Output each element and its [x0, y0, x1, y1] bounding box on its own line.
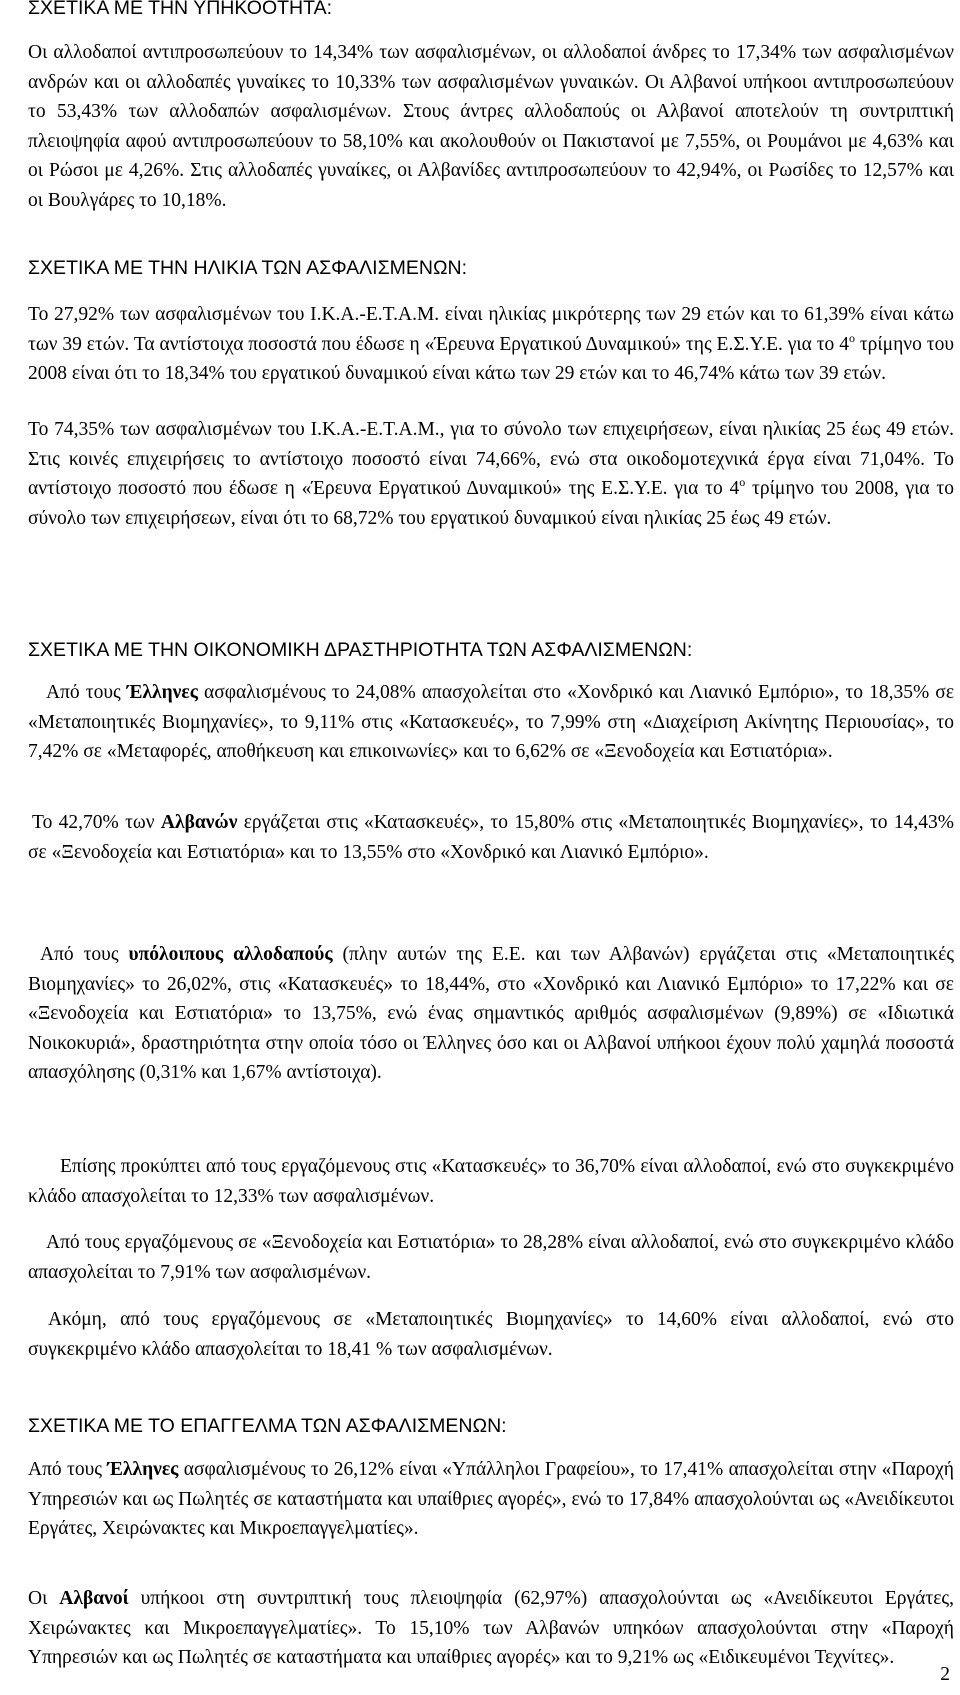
paragraph-economic-albanians: Το 42,70% των Αλβανών εργάζεται στις «Κατασκευές», το 15,80% στις «Μεταποιητικές Βιομηχανίες», το 14,43% σε «Ξενοδοχεία και Εστιατόρια» και το 13,55% στο «Χονδρικό και Λιανικό Εμπόριο».: [28, 812, 954, 863]
page-number: 2: [940, 1664, 950, 1685]
section-heading-economic-activity: ΣΧΕΤΙΚΑ ΜΕ ΤΗΝ ΟΙΚΟΝΟΜΙΚΗ ΔΡΑΣΤΗΡΙΟΤΗΤΑ ΤΩΝ ΑΣΦΑΛΙΣΜΕΝΩΝ:: [28, 639, 693, 661]
paragraph-profession-albanians: Οι Αλβανοί υπήκοοι στη συντριπτική τους πλειοψηφία (62,97%) απασχολούνται ως «Ανειδίκευτοι Εργάτες, Χειρώνακτες και Μικροεπαγγελματίες». Το 15,10% των Αλβανών υπηκόων απασχολούνται στην «Παροχή Υπηρεσιών και ως Πωλητές σε καταστήματα και υπαίθριες αγορές» και το 9,21% ως «Ειδικευμένοι Τεχνίτες».: [28, 1588, 954, 1668]
section-heading-citizenship: ΣΧΕΤΙΚΑ ΜΕ ΤΗΝ ΥΠΗΚΟΟΤΗΤΑ:: [28, 0, 333, 19]
section-heading-age: ΣΧΕΤΙΚΑ ΜΕ ΤΗΝ ΗΛΙΚΙΑ ΤΩΝ ΑΣΦΑΛΙΣΜΕΝΩΝ:: [28, 257, 468, 279]
paragraph-profession-greeks: Από τους Έλληνες ασφαλισμένους το 26,12% είναι «Υπάλληλοι Γραφείου», το 17,41% απασχολείται στην «Παροχή Υπηρεσιών και ως Πωλητές σε καταστήματα και υπαίθριες αγορές», ενώ το 17,84% απασχολούνται ως «Ανειδίκευτοι Εργάτες, Χειρώνακτες και Μικροεπαγγελματίες».: [28, 1459, 954, 1539]
paragraph-hotels: Από τους εργαζόμενους σε «Ξενοδοχεία και Εστιατόρια» το 28,28% είναι αλλοδαποί, ενώ στο συγκεκριμένο κλάδο απασχολείται το 7,91% των ασφαλισμένων.: [28, 1232, 954, 1283]
paragraph-age-2: Το 74,35% των ασφαλισμένων του Ι.Κ.Α.-Ε.Τ.Α.Μ., για το σύνολο των επιχειρήσεων, είναι ηλικίας 25 έως 49 ετών. Στις κοινές επιχειρήσεις το αντίστοιχο ποσοστό είναι 74,66%, ενώ στα οικοδομοτεχνικά έργα είναι 71,04%. Το αντίστοιχο ποσοστό που έδωσε η «Έρευνα Εργατικού Δυναμικού» της Ε.Σ.Υ.Ε. για το $4^o$ τρίμηνο του 2008, για το σύνολο των επιχειρήσεων, είναι ότι το 68,72% του εργατικού δυναμικού είναι ηλικίας 25 έως 49 ετών.: [28, 419, 954, 529]
paragraph-construction: Επίσης προκύπτει από τους εργαζόμενους στις «Κατασκευές» το 36,70% είναι αλλοδαποί, ενώ στο συγκεκριμένο κλάδο απασχολείται το 12,33% των ασφαλισμένων.: [28, 1156, 954, 1207]
paragraph-age-1: Το 27,92% των ασφαλισμένων του Ι.Κ.Α.-Ε.Τ.Α.Μ. είναι ηλικίας μικρότερης των 29 ετών και το 61,39% είναι κάτω των 39 ετών. Τα αντίστοιχα ποσοστά που έδωσε η «Έρευνα Εργατικού Δυναμικού» της Ε.Σ.Υ.Ε. για το $4^o$ τρίμηνο του 2008 είναι ότι το 18,34% του εργατικού δυναμικού είναι κάτω των 29 ετών και το 46,74% κάτω των 39 ετών.: [28, 304, 954, 384]
section-heading-profession: ΣΧΕΤΙΚΑ ΜΕ ΤΟ ΕΠΑΓΓΕΛΜΑ ΤΩΝ ΑΣΦΑΛΙΣΜΕΝΩΝ:: [28, 1415, 507, 1437]
paragraph-economic-greeks: Από τους Έλληνες ασφαλισμένους το 24,08% απασχολείται στο «Χονδρικό και Λιανικό Εμπόριο», το 18,35% σε «Μεταποιητικές Βιομηχανίες», το 9,11% στις «Κατασκευές», το 7,99% στη «Διαχείριση Ακίνητης Περιουσίας», το 7,42% σε «Μεταφορές, αποθήκευση και επικοινωνίες» και το 6,62% σε «Ξενοδοχεία και Εστιατόρια».: [28, 682, 955, 762]
paragraph-economic-other-foreigners: Από τους υπόλοιπους αλλοδαπούς (πλην αυτών της Ε.Ε. και των Αλβανών) εργάζεται στις «Μεταποιητικές Βιομηχανίες» το 26,02%, στις «Κατασκευές» το 18,44%, στο «Χονδρικό και Λιανικό Εμπόριο» το 17,22% και σε «Ξενοδοχεία και Εστιατόρια» το 13,75%, ενώ ένας σημαντικός αριθμός ασφαλισμένων (9,89%) σε «Ιδιωτικά Νοικοκυριά», δραστηριότητα στην οποία τόσο οι Έλληνες όσο και οι Αλβανοί υπήκοοι έχουν πολύ χαμηλά ποσοστά απασχόλησης (0,31% και 1,67% αντίστοιχα).: [28, 944, 955, 1083]
paragraph-citizenship: Οι αλλοδαποί αντιπροσωπεύουν το 14,34% των ασφαλισμένων, οι αλλοδαποί άνδρες το 17,34% των ασφαλισμένων ανδρών και οι αλλοδαπές γυναίκες το 10,33% των ασφαλισμένων γυναικών. Οι Αλβανοί υπήκοοι αντιπροσωπεύουν το 53,43% των αλλοδαπών ασφαλισμένων. Στους άντρες αλλοδαπούς οι Αλβανοί αποτελούν τη συντριπτική πλειοψηφία αφού αντιπροσωπεύουν το 58,10% και ακολουθούν οι Πακιστανοί με 7,55%, οι Ρουμάνοι με 4,63% και οι Ρώσοι με 4,26%. Στις αλλοδαπές γυναίκες, οι Αλβανίδες αντιπροσωπεύουν το 42,94%, οι Ρωσίδες το 12,57% και οι Βουλγάρες το 10,18%.: [28, 42, 954, 211]
paragraph-manufacturing: Ακόμη, από τους εργαζόμενους σε «Μεταποιητικές Βιομηχανίες» το 14,60% είναι αλλοδαποί, ενώ στο συγκεκριμένο κλάδο απασχολείται το 18,41 % των ασφαλισμένων.: [28, 1309, 954, 1360]
